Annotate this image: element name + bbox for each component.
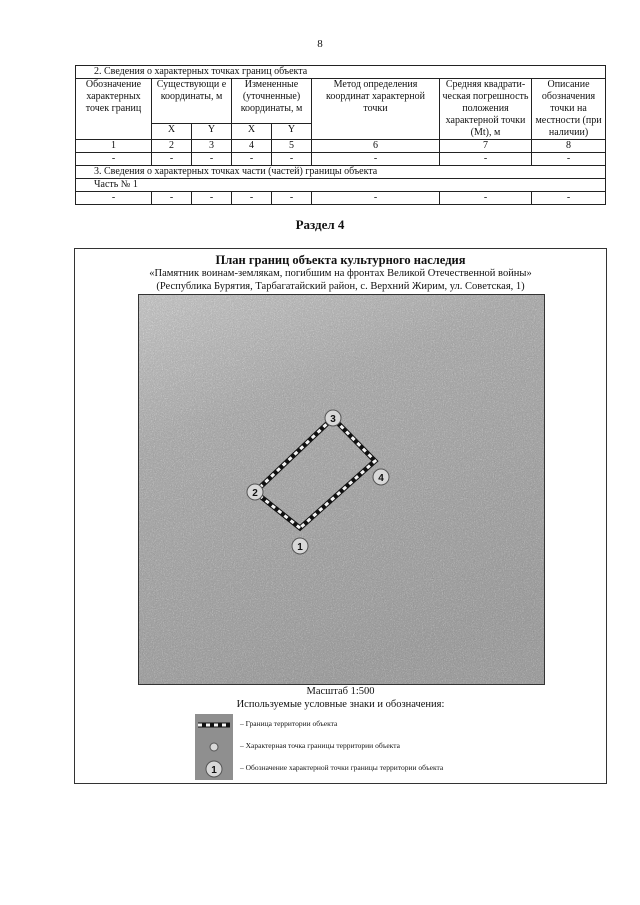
legend-point-swatch [195, 736, 233, 758]
table-cell: - [440, 153, 532, 166]
section3-title: 3. Сведения о характерных точках части (частей) границы объекта [76, 166, 606, 179]
plan-subtitle: «Памятник воинам-землякам, погибшим на фронтах Великой Отечественной войны» [149, 268, 532, 279]
legend-label-text: – Обозначение характерной точки границы территории объекта [240, 763, 444, 772]
header-x: X [232, 124, 272, 140]
section-title: Раздел 4 [295, 217, 345, 232]
header-description: Описание обозначения точки на местности (при наличии) [532, 79, 606, 140]
table-cell: - [312, 192, 440, 205]
header-x: X [152, 124, 192, 140]
characteristic-points-table [75, 65, 605, 205]
column-number: 4 [232, 140, 272, 153]
table-cell: - [532, 192, 606, 205]
boundary-plan [74, 248, 607, 784]
column-number: 8 [532, 140, 606, 153]
table-cell: - [232, 192, 272, 205]
point-label-4: 4 [378, 473, 384, 484]
part-label: Часть № 1 [76, 179, 606, 192]
table-cell: - [312, 153, 440, 166]
table-cell: - [272, 192, 312, 205]
satellite-map [138, 294, 545, 685]
table-cell: - [232, 153, 272, 166]
map-scale: Масштаб 1:500 [306, 686, 375, 697]
column-number: 5 [272, 140, 312, 153]
table-cell: - [272, 153, 312, 166]
point-marker-1 [292, 538, 308, 554]
section2-title: 2. Сведения о характерных точках границ объекта [76, 66, 606, 79]
header-changed-coords: Измененные (уточненные) координаты, м [232, 79, 312, 124]
column-number: 1 [76, 140, 152, 153]
legend-label-swatch [195, 758, 233, 780]
point-marker-3 [325, 410, 341, 426]
point-label-3: 3 [330, 414, 336, 425]
point-label-1: 1 [297, 542, 303, 553]
page-number: 8 [317, 38, 323, 50]
table-cell: - [192, 153, 232, 166]
column-number: 3 [192, 140, 232, 153]
point-label-2: 2 [252, 488, 258, 499]
legend-boundary-text: – Граница территории объекта [240, 719, 338, 728]
table-cell: - [192, 192, 232, 205]
table-cell: - [152, 192, 192, 205]
point-marker-4 [373, 469, 389, 485]
plan-address: (Республика Бурятия, Тарбагатайский район, с. Верхний Жирим, ул. Советская, 1) [156, 281, 525, 292]
column-number: 6 [312, 140, 440, 153]
table-cell: - [76, 192, 152, 205]
header-point-designation: Обозначение характерных точек границ [76, 79, 152, 140]
legend-marker-label: 1 [211, 765, 217, 776]
table-cell: - [76, 153, 152, 166]
legend-title: Используемые условные знаки и обозначения: [236, 699, 445, 710]
legend-boundary-swatch [195, 714, 233, 736]
column-number: 7 [440, 140, 532, 153]
point-marker-2 [247, 484, 263, 500]
plan-title: План границ объекта культурного наследия [215, 253, 466, 267]
header-existing-coords: Существующи е координаты, м [152, 79, 232, 124]
table-cell: - [440, 192, 532, 205]
header-error: Средняя квадрати-ческая погрешность положения характерной точки (Mt), м [440, 79, 532, 140]
header-y: Y [192, 124, 232, 140]
table-cell: - [532, 153, 606, 166]
header-y: Y [272, 124, 312, 140]
column-number: 2 [152, 140, 192, 153]
header-method: Метод определения координат характерной точки [312, 79, 440, 140]
legend-point-text: – Характерная точка границы территории объекта [240, 741, 400, 750]
table-cell: - [152, 153, 192, 166]
